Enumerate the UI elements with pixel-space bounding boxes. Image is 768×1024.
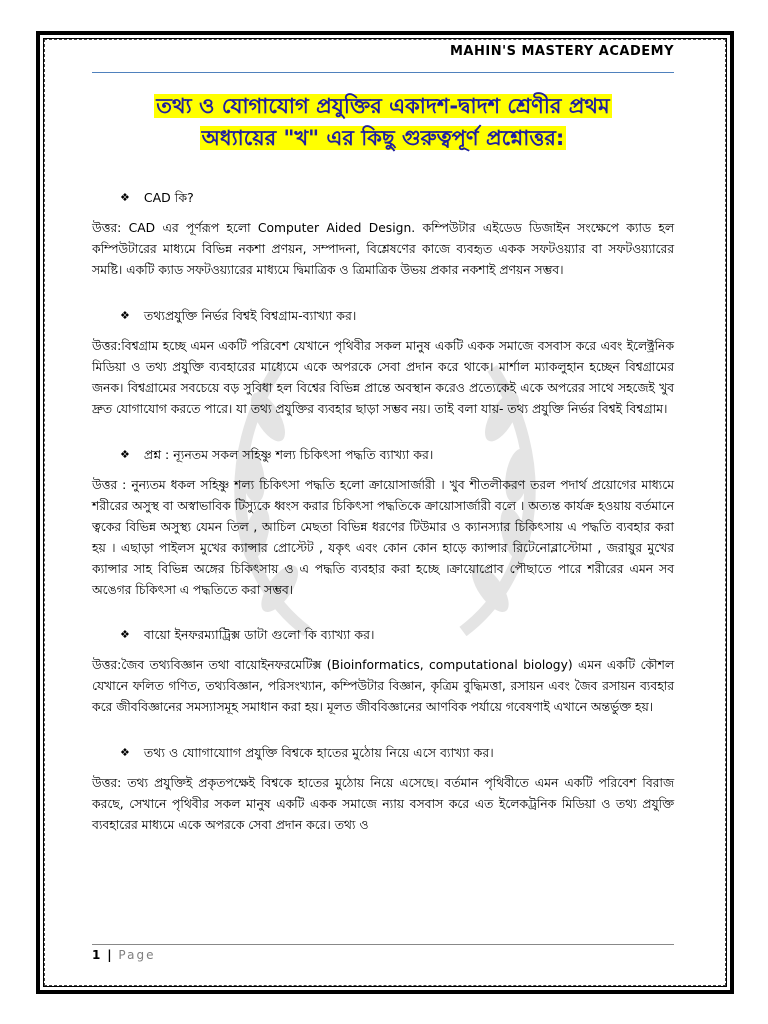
question [92,743,674,763]
question-text: তথ্যপ্রযুক্তি নির্ভর বিশ্বই বিশ্বগ্রাম-ব্যাখ্যা কর। [143,308,357,323]
qa-item [92,625,674,718]
qa-item [92,445,674,601]
academy-header: MAHIN'S MASTERY ACADEMY [450,44,674,59]
title-line-2: অধ্যায়ের "খ" এর কিছু গুরুত্বপূর্ণ প্রশ্নোত্তর: [201,126,565,150]
question-text: প্রশ্ন : ন্যূনতম সকল সহিষ্ণু শল্য চিকিৎসা পদ্ধতি ব্যাখ্যা কর। [143,447,434,462]
question [92,306,674,326]
page-number: 1 [92,948,101,962]
qa-item [92,188,674,281]
diamond-bullet-icon: ❖ [120,746,130,759]
header-divider [92,72,674,73]
answer-text: উত্তর: CAD এর পূর্ণরূপ হলো Computer Aided Design. কম্পিউটার এইডেড ডিজাইন সংক্ষেপে ক্যাড হল কম্পিউটারের মাধ্যমে বিভিন্ন নকশা প্রণয়ন, সম্পাদনা, বিশ্লেষণের কাজে ব্যবহৃত একক সফটওয়্যার বা সফটওয়্যারের সমষ্টি। একটি ক্যাড সফটওয়্যারের মাধ্যমে দ্বিমাত্রিক ও ত্রিমাত্রিক উভয় প্রকার নকশাই প্রণয়ন সম্ভব। [92,221,674,277]
answer-text: উত্তর:জৈব তথ্যবিজ্ঞান তথা বায়োইনফরমেটিক্স (Bioinformatics, computational biology) এমন একটি কৌশল যেখানে ফলিত গণিত, তথ্যবিজ্ঞান, পরিসংখ্যান, কম্পিউটার বিজ্ঞান, কৃত্রিম বুদ্ধিমত্তা, রসায়ন এবং জৈব রসায়ন ব্যবহার করে জীববিজ্ঞানের সমস্যাসমূহ সমাধান করা হয়। মূলত জীববিজ্ঞানের আণবিক পর্যায়ে গবেষণাই এখানে অন্তর্ভুক্ত হয়। [92,658,674,714]
question-text: তথ্য ও যাোগাযাোগ প্রযুক্তি বিশ্বকে হাতের মুঠোয় নিয়ে এসে ব্যাখ্যা কর। [143,745,494,760]
qa-content [92,188,674,836]
diamond-bullet-icon: ❖ [120,628,130,641]
diamond-bullet-icon: ❖ [120,309,130,322]
page-footer [92,948,155,962]
footer-separator: | [107,948,112,962]
footer-divider [92,944,674,945]
diamond-bullet-icon: ❖ [120,448,130,461]
question [92,188,674,208]
question-text: বায়ো ইনফরম্যাট্রিক্স ডাটা গুলো কি ব্যাখ্যা কর। [143,627,375,642]
title-line-1: তথ্য ও যোগাযোগ প্রযুক্তির একাদশ-দ্বাদশ শ্রেণীর প্রথম [156,94,610,118]
qa-item [92,743,674,836]
diamond-bullet-icon: ❖ [120,191,130,204]
question [92,625,674,645]
answer-text: উত্তর:বিশ্বগ্রাম হচ্ছে এমন একটি পরিবেশ যেখানে পৃথিবীর সকল মানুষ একটি একক সমাজে বসবাস করে এবং ইলেক্ট্রনিক মিডিয়া ও তথ্য প্রযুক্তি ব্যবহারের মাধ্যেমে একে অপরকে সেবা প্রদান করে থাকে। মার্শাল ম্যাকলুহান হচ্ছেন বিশ্বগ্রামের জনক। বিশ্বগ্রামের সবচেয়ে বড় সুবিধা হল বিশ্বের বিভিন্ন প্রান্তে অবস্থান করেও প্রত্যেকেই একে অপরের সাথে সহজেই খুব দ্রুত যোগাযোগ করতে পারে। যা তথ্য প্রযুক্তির ব্যবহার ছাড়া সম্ভব নয়। তাই বলা যায়- তথ্য প্রযুক্তি নির্ভর বিশ্বই বিশ্বগ্রাম। [92,339,674,416]
page-label: Page [118,948,156,962]
answer-text: উত্তর: তথ্য প্রযুক্তিই প্রকৃতপক্ষেই বিশ্বকে হাতের মুঠোয় নিয়ে এসেছে। বর্তমান পৃথিবীতে এমন একটি পরিবেশ বিরাজ করছে, সেখানে পৃথিবীর সকল মানুষ একটি একক সমাজে ন্যায় বসবাস করে এত ইলেকট্রনিক মিডিয়া ও তথ্য প্রযুক্তি ব্যবহারের মাধ্যমে একে অপরকে সেবা প্রদান করে। তথ্য ও [92,776,674,832]
question [92,445,674,465]
answer-text: উত্তর : নুন্যতম ধকল সহিষ্ণু শল্য চিকিৎসা পদ্ধতি হলো ক্রায়োসার্জারী । খুব শীতলীকরণ তরল পদার্থ প্রয়োগের মাধ্যমে শরীরের অসুস্থ বা অস্বাভাবিক টিস্যুকে ধ্বংস করার চিকিৎসা পদ্ধতিকে ক্রায়োসার্জারী বলে । অত্যন্ত কার্যক্র হওয়ায় বর্তমানে ত্বকের বিভিন্ন অসুস্থ্য যেমন তিল , আচিল মেছতা বিভিন্ন ধরণের টিউমার ও ক্যানস্যার চিকিৎসায় এ পদ্ধতি ব্যবহার করা হয় । এছাড়া পাইলস মুখের ক্যান্সার প্রোস্টেট , যকৃৎ এবং কোন কোন হাড়ে ক্যান্সার রিটেনোব্লাস্টোমা , জরায়ুর মুখের ক্যান্সার সাহ বিভিন্ন অঙ্গের চিকিৎসায় ও এ পদ্ধতি ব্যবহার করা হচ্ছে ।ক্রায়োপ্রোব পৌছাতে পারে শরীরের এমন সব অঙেগর চিকিৎসা এ পদ্ধতিতে করা সম্ভব। [92,478,674,597]
qa-item [92,306,674,420]
question-text: CAD কি? [143,190,194,205]
document-title [92,90,674,154]
